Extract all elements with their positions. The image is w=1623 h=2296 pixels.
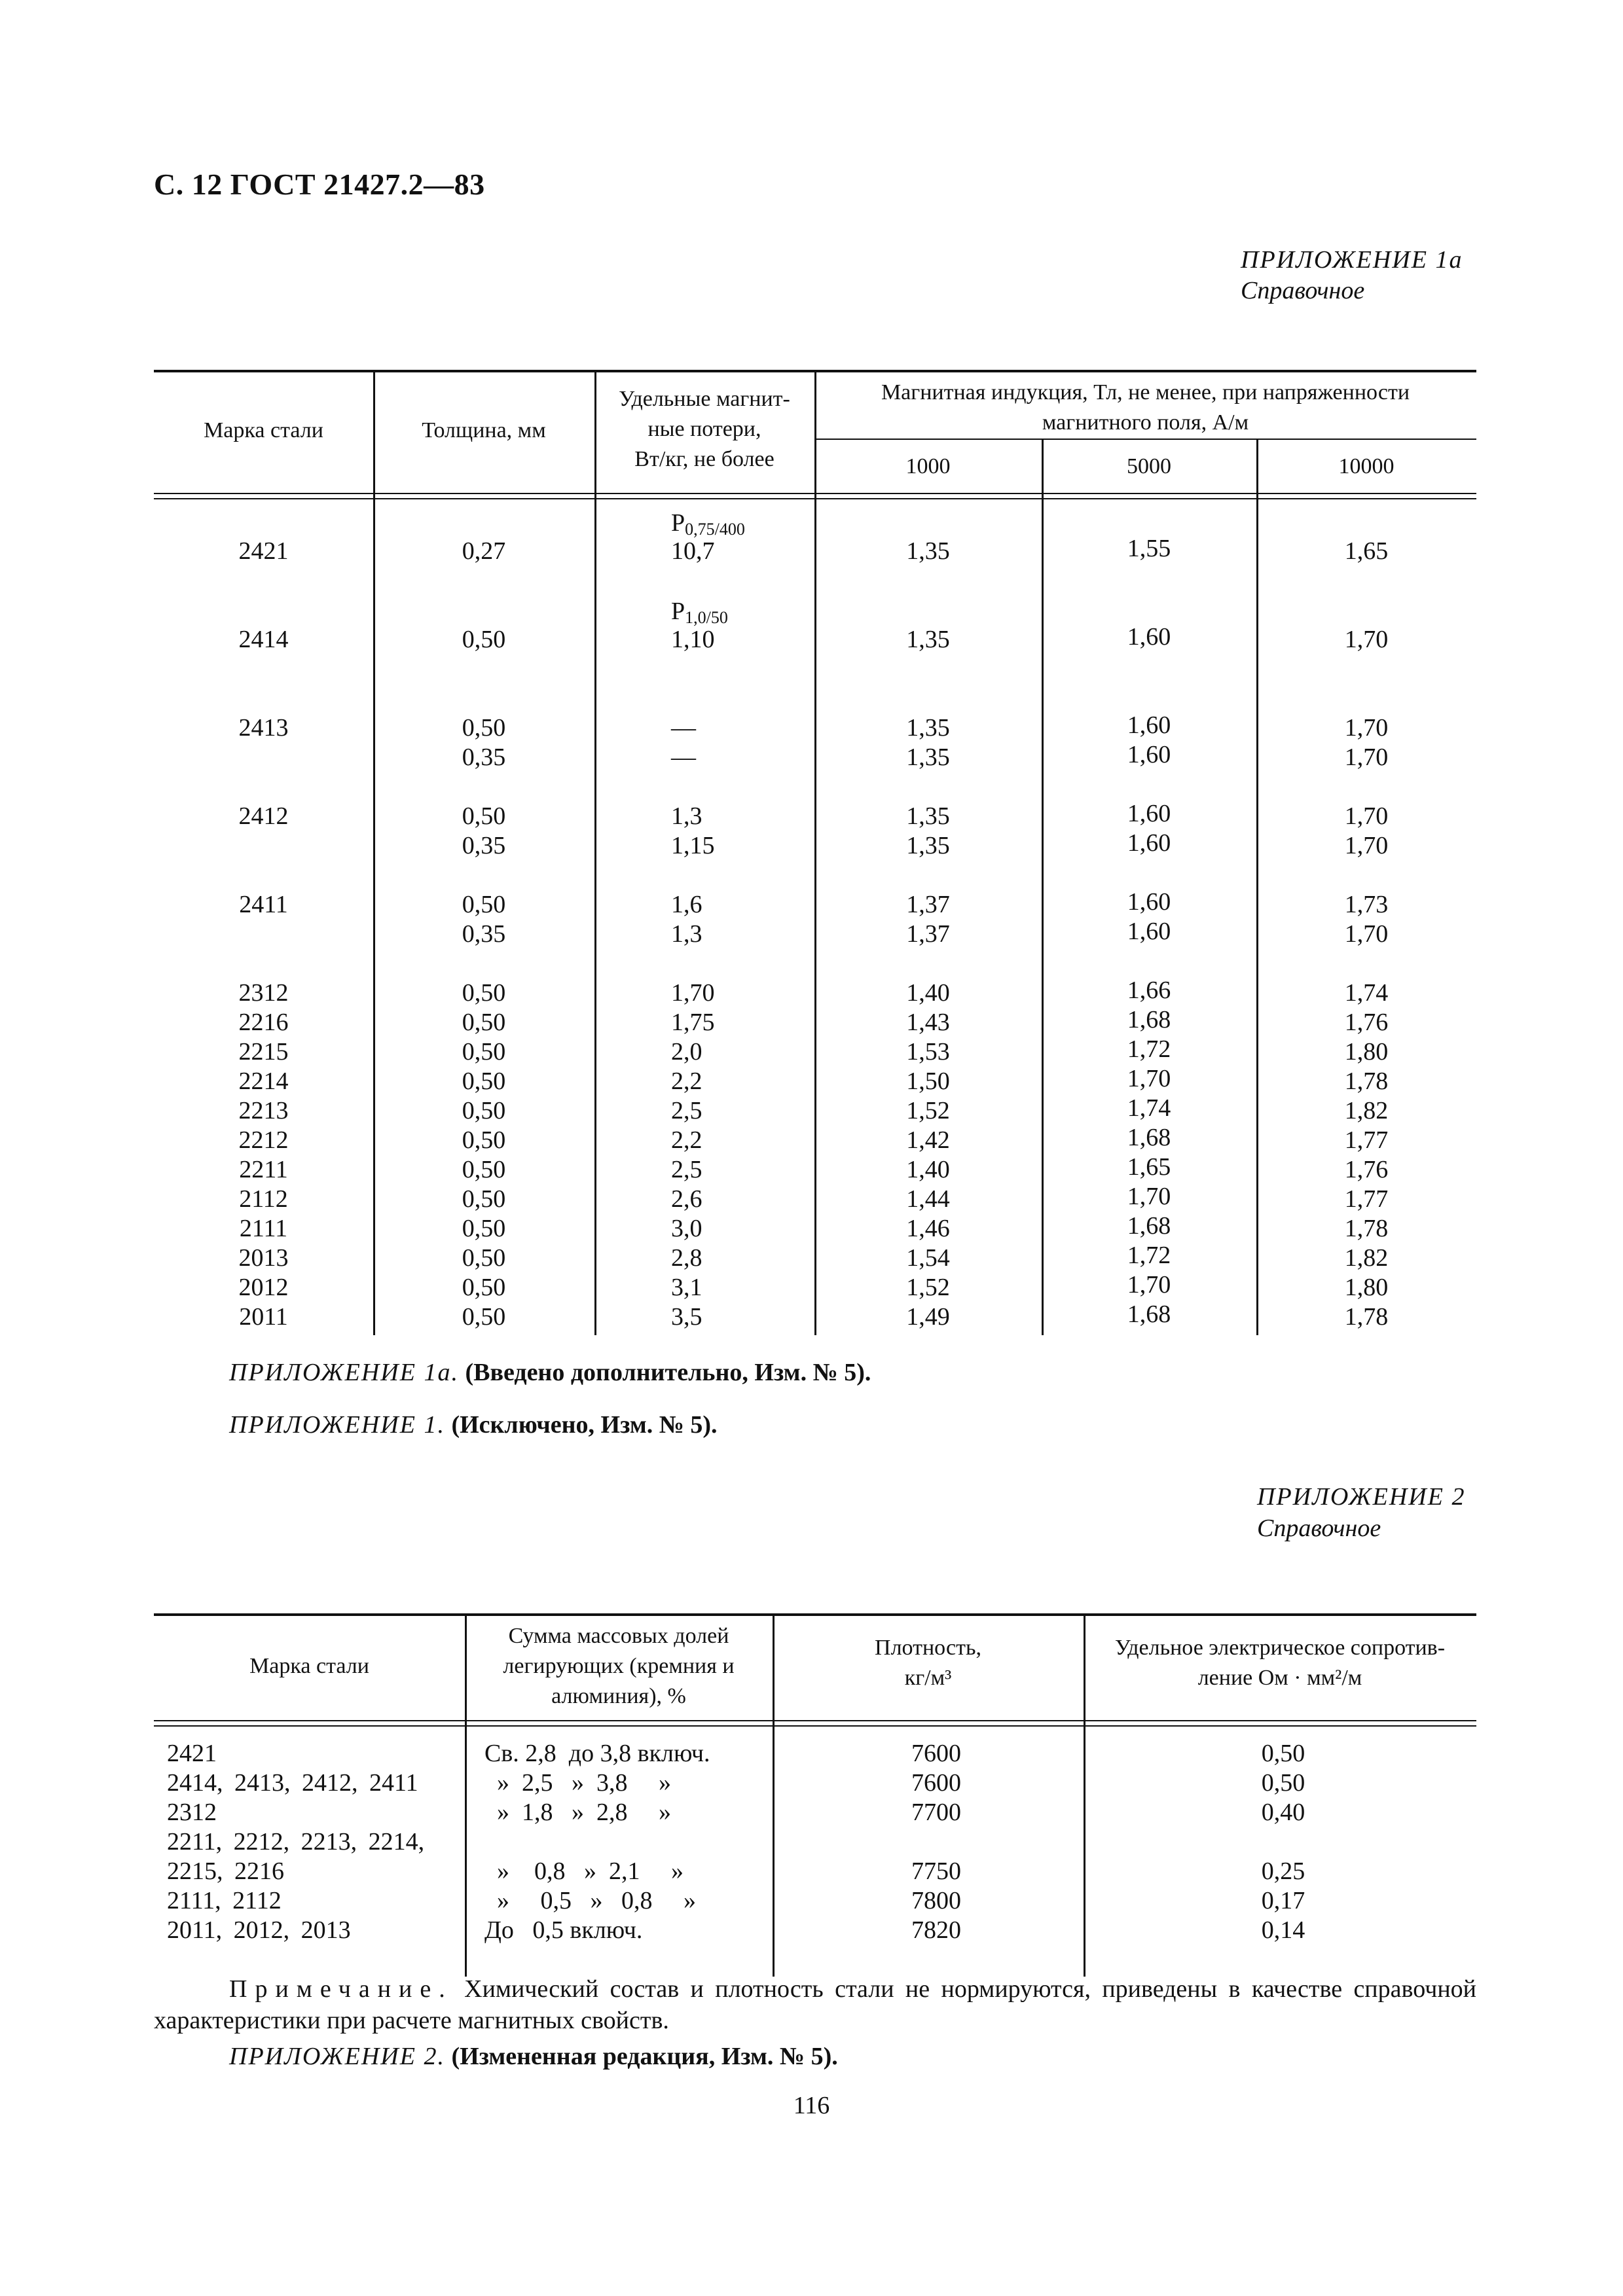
cell-b5000: 1,60 [1127,741,1171,768]
symbol-subscript: 0,75/400 [685,520,745,539]
cell-mark: 2215, 2216 [167,1857,284,1885]
table-row [154,537,1476,566]
cell-resistivity: 0,17 [1261,1887,1305,1914]
cell-b5000: 1,68 [1127,1300,1171,1328]
cell-loss: — [671,714,696,742]
cell-loss: 1,3 [671,802,702,830]
header-sum-line1: Сумма массовых долей [508,1624,729,1648]
header-sum-line3: алюминия), % [551,1684,686,1708]
cell-thickness: 0,50 [462,1097,506,1124]
cell-mark: 2112 [239,1185,288,1213]
cell-b10000: 1,74 [1344,979,1389,1007]
note-italic: ПРИЛОЖЕНИЕ 1а. [229,1359,459,1386]
cell-b10000: 1,78 [1344,1303,1389,1331]
cell-mark: 2211 [239,1156,288,1183]
cell-thickness: 0,50 [462,1303,506,1331]
table-row [154,1739,1476,1768]
cell-thickness: 0,50 [462,1215,506,1242]
cell-thickness: 0,50 [462,1156,506,1183]
cell-b1000: 1,49 [906,1303,950,1331]
note-appendix-1a [229,1358,871,1387]
cell-b10000: 1,70 [1344,626,1389,653]
cell-loss: 3,5 [671,1303,702,1331]
cell-loss: 1,75 [671,1009,715,1036]
cell-mark: 2213 [238,1097,289,1124]
cell-b1000: 1,43 [906,1009,950,1036]
cell-loss: — [671,744,696,771]
cell-b1000: 1,35 [906,714,950,742]
cell-b10000: 1,80 [1344,1038,1389,1066]
cell-thickness: 0,50 [462,891,506,918]
cell-b10000: 1,73 [1344,891,1389,918]
cell-b10000: 1,70 [1344,832,1389,859]
header-resistivity [1084,1633,1476,1693]
header-mark: Марка стали [249,1654,369,1678]
table-row [154,1798,1476,1827]
cell-thickness: 0,50 [462,1185,506,1213]
table-row [154,1302,1476,1332]
cell-b10000: 1,70 [1344,744,1389,771]
cell-b1000: 1,50 [906,1067,950,1095]
cell-b10000: 1,76 [1344,1009,1389,1036]
cell-b5000: 1,60 [1127,888,1171,916]
cell-density: 7600 [911,1769,961,1797]
note-bold: (Исключено, Изм. № 5). [451,1411,718,1439]
table-row [154,1096,1476,1126]
cell-loss: 2,6 [671,1185,702,1213]
cell-loss: 3,1 [671,1274,702,1301]
cell-b1000: 1,40 [906,1156,950,1183]
symbol-base: P [671,509,685,537]
table-row [154,1768,1476,1798]
header-induction [814,378,1476,438]
cell-b5000: 1,68 [1127,1006,1171,1033]
cell-loss: 1,70 [671,979,715,1007]
cell-loss: 2,0 [671,1038,702,1066]
cell-loss: 1,10 [671,626,715,653]
cell-resistivity: 0,40 [1261,1799,1305,1826]
cell-thickness: 0,35 [462,744,506,771]
cell-b10000: 1,78 [1344,1215,1389,1242]
header-h5000: 5000 [1127,454,1171,478]
cell-mark: 2414, 2413, 2412, 2411 [167,1769,418,1797]
symbol-base: P [671,598,685,625]
cell-mark: 2212 [238,1126,289,1154]
table-row [154,625,1476,655]
cell-b1000: 1,52 [906,1274,950,1301]
cell-b1000: 1,52 [906,1097,950,1124]
cell-b5000: 1,68 [1127,1212,1171,1240]
cell-b5000: 1,74 [1127,1094,1171,1122]
cell-mark: 2214 [238,1067,289,1095]
note-appendix-2 [229,2042,838,2071]
cell-thickness: 0,35 [462,920,506,948]
table-row [154,1185,1476,1214]
header-bottom-rule-2 [154,1725,1476,1727]
cell-loss: 2,8 [671,1244,702,1272]
cell-b10000: 1,76 [1344,1156,1389,1183]
cell-b10000: 1,77 [1344,1185,1389,1213]
table-row [154,920,1476,949]
cell-mark: 2012 [238,1274,289,1301]
header-loss [594,384,814,475]
cell-b10000: 1,70 [1344,802,1389,830]
table-row [154,1126,1476,1155]
header-density [773,1633,1084,1693]
cell-resistivity: 0,50 [1261,1740,1305,1767]
cell-mark: 2111 [239,1215,288,1242]
cell-mark: 2215 [238,1038,289,1066]
note-bold: (Введено дополнительно, Изм. № 5). [465,1359,871,1386]
header-density-line1: Плотность, [875,1636,981,1660]
cell-loss: 1,6 [671,891,702,918]
cell-b1000: 1,44 [906,1185,950,1213]
cell-resistivity: 0,25 [1261,1857,1305,1885]
cell-alloy-sum: » 0,5 » 0,8 » [484,1887,696,1914]
cell-mark: 2216 [238,1009,289,1036]
cell-b5000: 1,72 [1127,1242,1171,1269]
cell-alloy-sum: До 0,5 включ. [484,1916,643,1944]
cell-alloy-sum: » 2,5 » 3,8 » [484,1769,671,1797]
table-row [154,1244,1476,1273]
cell-b5000: 1,68 [1127,1124,1171,1151]
cell-b5000: 1,55 [1127,535,1171,562]
cell-resistivity: 0,14 [1261,1916,1305,1944]
cell-density: 7820 [911,1916,961,1944]
appendix-1a-title: ПРИЛОЖЕНИЕ 1а [1241,246,1463,274]
cell-thickness: 0,35 [462,832,506,859]
footnote [154,1973,1476,2036]
composition-table [154,1613,1476,1980]
cell-mark: 2411 [239,891,288,918]
cell-thickness: 0,50 [462,1274,506,1301]
cell-loss: 3,0 [671,1215,702,1242]
cell-mark: 2312 [167,1799,217,1826]
cell-b10000: 1,80 [1344,1274,1389,1301]
cell-b1000: 1,35 [906,832,950,859]
table-row [154,1886,1476,1916]
cell-b1000: 1,54 [906,1244,950,1272]
cell-b5000: 1,60 [1127,918,1171,945]
cell-mark: 2421 [238,537,289,565]
page-header: С. 12 ГОСТ 21427.2—83 [154,168,485,201]
cell-b5000: 1,60 [1127,800,1171,827]
cell-b5000: 1,60 [1127,829,1171,857]
cell-thickness: 0,50 [462,1009,506,1036]
table-row [154,978,1476,1008]
cell-thickness: 0,50 [462,1067,506,1095]
appendix-1a-subtitle: Справочное [1241,277,1365,304]
header-resistivity-line2: ление Ом · мм²/м [1197,1666,1362,1690]
table-row [154,1214,1476,1244]
cell-b1000: 1,35 [906,537,950,565]
table-row [154,1857,1476,1886]
cell-b1000: 1,37 [906,920,950,948]
cell-mark: 2011 [239,1303,288,1331]
cell-mark: 2013 [238,1244,289,1272]
note-italic: ПРИЛОЖЕНИЕ 2. [229,2043,445,2070]
cell-b1000: 1,42 [906,1126,950,1154]
header-loss-line3: Вт/кг, не более [634,447,775,471]
note-appendix-1 [229,1410,718,1439]
cell-thickness: 0,50 [462,1126,506,1154]
cell-density: 7600 [911,1740,961,1767]
cell-density: 7750 [911,1857,961,1885]
table-row [154,1827,1476,1857]
cell-thickness: 0,50 [462,714,506,742]
table-top-rule [154,1613,1476,1616]
header-density-line2: кг/м³ [904,1666,952,1690]
cell-thickness: 0,50 [462,1244,506,1272]
cell-loss: 10,7 [671,537,715,565]
table-row [154,713,1476,743]
cell-loss: 1,3 [671,920,702,948]
cell-b10000: 1,82 [1344,1244,1389,1272]
cell-mark: 2412 [238,802,289,830]
header-resistivity-line1: Удельное электрическое сопротив- [1114,1636,1446,1660]
header-loss-line1: Удельные магнит- [619,387,790,411]
footnote-label: Примечание. [229,1975,453,2003]
cell-alloy-sum: Св. 2,8 до 3,8 включ. [484,1740,710,1767]
header-h1000: 1000 [905,454,951,478]
cell-loss: 2,5 [671,1156,702,1183]
cell-thickness: 0,27 [462,537,506,565]
cell-b10000: 1,77 [1344,1126,1389,1154]
note-italic: ПРИЛОЖЕНИЕ 1. [229,1411,445,1439]
cell-b5000: 1,70 [1127,1271,1171,1299]
cell-mark: 2211, 2212, 2213, 2214, [167,1828,425,1856]
cell-thickness: 0,50 [462,979,506,1007]
cell-b5000: 1,70 [1127,1065,1171,1092]
header-h10000: 10000 [1338,454,1395,478]
table-row [154,1273,1476,1302]
cell-b10000: 1,65 [1344,537,1389,565]
cell-b5000: 1,65 [1127,1153,1171,1181]
cell-mark: 2421 [167,1740,217,1767]
header-induction-line1: Магнитная индукция, Тл, не менее, при напряженности [881,380,1410,404]
cell-b10000: 1,82 [1344,1097,1389,1124]
cell-mark: 2414 [238,626,289,653]
cell-thickness: 0,50 [462,626,506,653]
cell-loss: 2,2 [671,1126,702,1154]
cell-resistivity: 0,50 [1261,1769,1305,1797]
table-row [154,802,1476,831]
header-thickness: Толщина, мм [422,418,546,442]
table-row [154,1067,1476,1096]
table-row [154,1037,1476,1067]
cell-b5000: 1,66 [1127,977,1171,1004]
cell-mark: 2111, 2112 [167,1887,282,1914]
header-sub-rule [814,439,1476,440]
header-bottom-rule-1 [154,1720,1476,1721]
cell-b1000: 1,37 [906,891,950,918]
cell-loss: 2,5 [671,1097,702,1124]
cell-b1000: 1,46 [906,1215,950,1242]
cell-b1000: 1,40 [906,979,950,1007]
header-loss-line2: ные потери, [647,417,761,441]
footnote-text: Химический состав и плотность стали не нормируются, приведены в качестве справочной характеристики при расчете магнитных свойств. [154,1975,1476,2034]
symbol-subscript: 1,0/50 [685,608,728,627]
cell-b5000: 1,70 [1127,1183,1171,1210]
note-bold: (Измененная редакция, Изм. № 5). [451,2043,838,2070]
cell-thickness: 0,50 [462,802,506,830]
cell-mark: 2312 [238,979,289,1007]
cell-b5000: 1,72 [1127,1035,1171,1063]
cell-density: 7700 [911,1799,961,1826]
cell-b5000: 1,60 [1127,623,1171,651]
cell-b1000: 1,53 [906,1038,950,1066]
appendix-2-title: ПРИЛОЖЕНИЕ 2 [1257,1483,1466,1511]
cell-loss: 1,15 [671,832,715,859]
cell-alloy-sum: » 0,8 » 2,1 » [484,1857,684,1885]
cell-b10000: 1,70 [1344,714,1389,742]
table-row [154,743,1476,772]
table-row [154,1155,1476,1185]
cell-b1000: 1,35 [906,626,950,653]
cell-b5000: 1,60 [1127,711,1171,739]
page-number: 116 [793,2092,830,2119]
table-row [154,1008,1476,1037]
cell-alloy-sum: » 1,8 » 2,8 » [484,1799,671,1826]
table-row [154,890,1476,920]
header-sum-line2: легирующих (кремния и [503,1654,735,1678]
magnetic-properties-table [154,370,1476,1335]
cell-mark: 2413 [238,714,289,742]
table-row [154,1916,1476,1945]
header-induction-line2: магнитного поля, А/м [1042,410,1249,435]
cell-b10000: 1,78 [1344,1067,1389,1095]
cell-thickness: 0,50 [462,1038,506,1066]
cell-b1000: 1,35 [906,744,950,771]
header-sum [465,1621,773,1712]
table-row [154,831,1476,861]
cell-density: 7800 [911,1887,961,1914]
cell-mark: 2011, 2012, 2013 [167,1916,351,1944]
cell-b10000: 1,70 [1344,920,1389,948]
cell-loss: 2,2 [671,1067,702,1095]
header-mark: Марка стали [204,418,323,442]
cell-b1000: 1,35 [906,802,950,830]
appendix-2-subtitle: Справочное [1257,1515,1381,1542]
